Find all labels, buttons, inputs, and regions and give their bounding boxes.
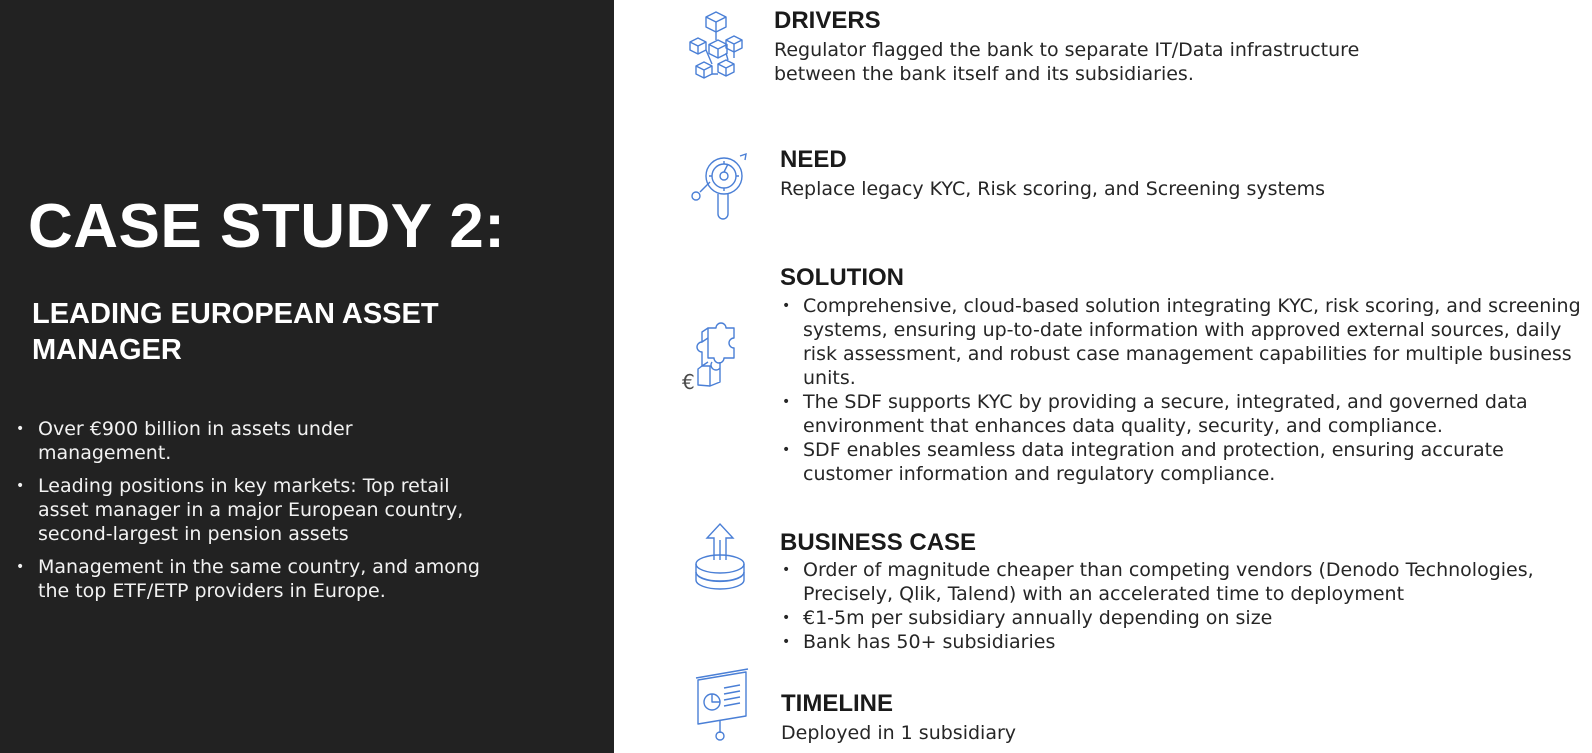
need-text: Replace legacy KYC, Risk scoring, and Screening systems xyxy=(780,178,1326,200)
company-fact-item: • Leading positions in key markets: Top retail asset manager in a major European country, second-largest in pension assets xyxy=(14,474,484,546)
need-title: NEED xyxy=(780,146,847,173)
company-subtitle: LEADING EUROPEAN ASSET MANAGER xyxy=(32,298,439,366)
timeline-text: Deployed in 1 subsidiary xyxy=(781,722,1017,744)
euro-symbol-label: € xyxy=(682,370,695,394)
business-case-bullet: • Bank has 50+ subsidiaries xyxy=(780,630,1585,654)
network-cubes-icon xyxy=(688,8,752,88)
business-case-bullet: • Order of magnitude cheaper than competing vendors (Denodo Technologies, Precisely, Qlik, Talend) with an accelerated time to deployment xyxy=(780,558,1585,606)
solution-title: SOLUTION xyxy=(780,264,904,291)
solution-bullet: • SDF enables seamless data integration and protection, ensuring accurate customer information and regulatory compliance. xyxy=(780,438,1585,486)
company-facts-list xyxy=(14,417,484,612)
company-fact-item: • Management in the same country, and among the top ETF/ETP providers in Europe. xyxy=(14,555,484,603)
drivers-title: DRIVERS xyxy=(774,7,881,34)
business-case-title: BUSINESS CASE xyxy=(780,529,977,556)
puzzle-euro-icon xyxy=(682,316,752,396)
solution-bullets xyxy=(780,294,1585,486)
magnifier-gear-icon xyxy=(688,150,752,230)
case-study-title: CASE STUDY 2: xyxy=(28,192,506,261)
company-fact-item: • Over €900 billion in assets under management. xyxy=(14,417,484,465)
business-case-bullet: • €1-5m per subsidiary annually depending on size xyxy=(780,606,1585,630)
business-case-bullets xyxy=(780,558,1585,654)
coins-arrow-up-icon xyxy=(692,520,756,600)
solution-bullet: • The SDF supports KYC by providing a secure, integrated, and governed data environment that enhances data quality, security, and compliance. xyxy=(780,390,1585,438)
solution-bullet: • Comprehensive, cloud-based solution integrating KYC, risk scoring, and screening systems, ensuring up-to-date information with approved external sources, daily risk assessment, and robust case management capabilities for multiple business units. xyxy=(780,294,1585,390)
drivers-text: Regulator flagged the bank to separate IT/Data infrastructure between the bank itself and its subsidiaries. xyxy=(774,39,1360,85)
intro-panel xyxy=(0,0,614,753)
timeline-title: TIMELINE xyxy=(781,690,893,717)
presentation-board-icon xyxy=(694,668,758,748)
